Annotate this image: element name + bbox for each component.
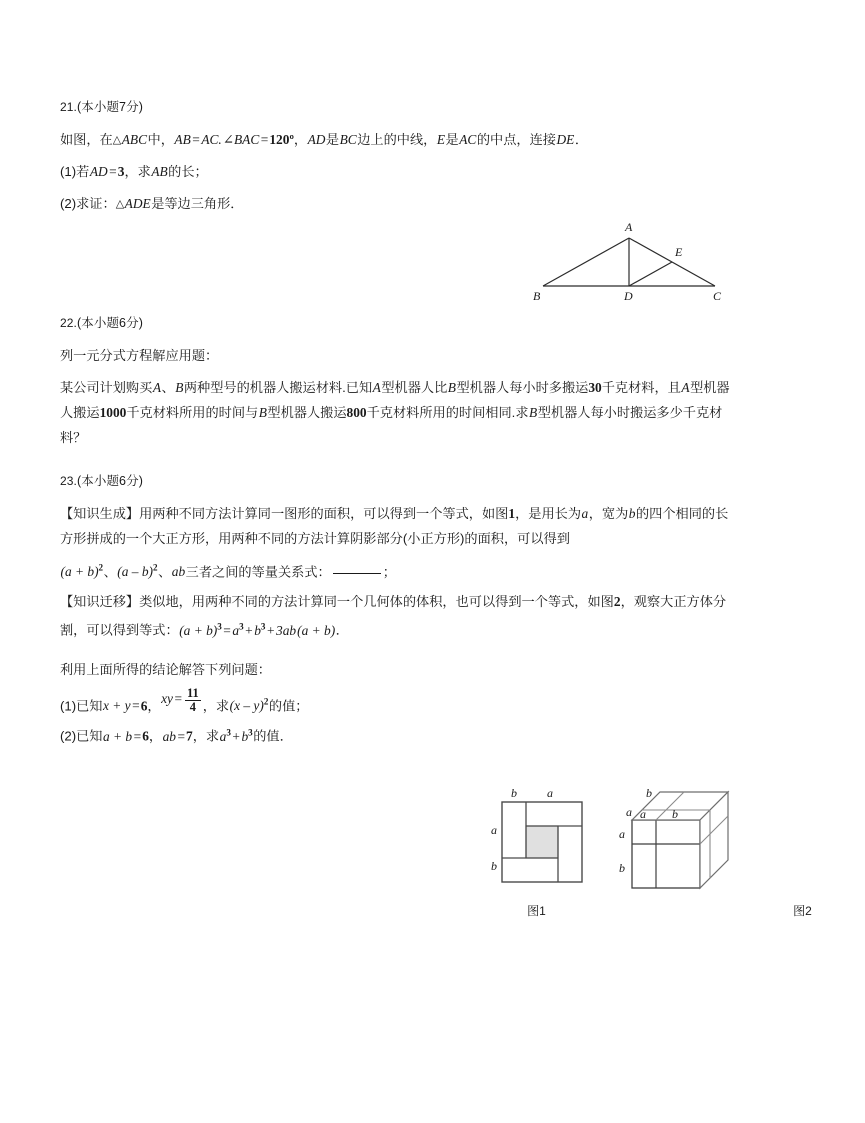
q21-angle-bac: ∠BAC	[222, 132, 260, 147]
q21-text-8: ．	[574, 132, 589, 147]
q23-s1-comma2: ，求	[202, 698, 230, 714]
q23-s1-end: 的值；	[268, 698, 309, 714]
question-23-knowledge-generation	[60, 501, 740, 551]
q23-tag-1: 【知识生成】	[60, 506, 140, 521]
q23-s1-expr-sup: 2	[263, 696, 269, 707]
q22-t4: 型机器人比	[381, 380, 448, 395]
q23-s2-pre: (2)已知	[60, 728, 103, 744]
segment-ba	[543, 238, 629, 286]
q22-b-2: B	[447, 380, 456, 395]
cube-dissection-diagram	[612, 782, 812, 922]
q22-t6: 千克材料，且	[601, 380, 681, 395]
q23-fig-ref-2: 2	[613, 594, 621, 610]
q23-formula-tail: (a + b)	[297, 622, 336, 638]
q22-value-1000: 1000	[99, 405, 127, 420]
triangle-abc-diagram	[529, 218, 729, 308]
label-left-b: b	[491, 859, 497, 873]
q23-s1-expr-text: (x – y)	[229, 698, 264, 714]
question-23-header	[60, 470, 740, 492]
question-23-figures	[484, 782, 812, 922]
q22-t7: 型机器人搬运	[60, 380, 730, 420]
q21-text-5: 边上的中线，	[357, 132, 437, 147]
q22-t9: 型机器人搬运	[267, 405, 347, 420]
q23-s2-plus: +	[232, 728, 240, 744]
q23-s2-eq: =	[133, 728, 142, 744]
question-22-points: (本小题6分)	[76, 316, 143, 330]
q21-sub1-ad: AD	[89, 164, 108, 179]
question-23-points: (本小题6分)	[76, 474, 143, 488]
q23-formula-lhs	[179, 623, 223, 638]
fraction-numerator: 11	[187, 686, 199, 701]
q22-intro-text: 列一元分式方程解应用题：	[60, 348, 219, 363]
q23-s2-value-7: 7	[186, 728, 193, 744]
answer-blank[interactable]	[333, 573, 381, 574]
q22-t8: 千克材料所用的时间与	[126, 405, 259, 420]
q23-rel-a	[60, 564, 104, 579]
q23-tag-2: 【知识迁移】	[60, 594, 140, 610]
q23-formula-a3-sup: 3	[239, 621, 244, 632]
q23-k2-t2: ，观察大正方体分割，可以得到等式：	[60, 594, 727, 638]
q22-t1: 某公司计划购买	[60, 380, 153, 395]
shaded-small-square	[526, 826, 558, 858]
q23-rel-b-sup: 2	[153, 563, 158, 573]
question-21-statement	[60, 127, 740, 152]
q23-s2-b3	[241, 729, 253, 744]
q23-s1-eq: =	[132, 698, 140, 714]
q23-formula-b3	[254, 623, 266, 638]
q21-text-6: 是	[445, 132, 459, 147]
question-23-use-line	[60, 657, 740, 682]
question-21-sub-1	[60, 159, 740, 184]
q23-s2-value-6: 6	[142, 728, 149, 744]
triangle-symbol-icon: △	[112, 133, 122, 146]
vertex-label-c: C	[713, 289, 722, 303]
q23-s1-expr	[229, 698, 269, 713]
q23-s1-comma: ，	[147, 698, 161, 714]
q23-s1-pre: (1)已知	[60, 698, 103, 714]
q23-rel-ab: ab	[171, 564, 186, 580]
cube-label-front-b: b	[619, 861, 625, 875]
question-23-knowledge-transfer	[60, 589, 740, 642]
q21-sub1-mid: ，求	[124, 164, 151, 179]
q23-s2-end: 的值．	[253, 728, 293, 744]
q22-t5: 型机器人每小时多搬运	[456, 380, 589, 395]
q22-b-4: B	[529, 405, 538, 420]
q23-s2-b3-text: b	[241, 728, 249, 744]
question-22-header	[60, 312, 740, 334]
q23-s2-a3	[219, 729, 231, 744]
question-22-body	[60, 375, 740, 450]
q21-sub2-end: 是等边三角形．	[151, 196, 244, 211]
cube-label-front-a: a	[619, 827, 625, 841]
cube-label-left-a: a	[626, 805, 632, 819]
q21-bc: BC	[339, 132, 357, 147]
degree-icon: º	[289, 132, 294, 147]
triangle-svg	[529, 218, 729, 308]
q23-formula-period: ．	[335, 622, 349, 638]
q23-rel-b	[117, 564, 158, 579]
vertex-label-d: D	[624, 289, 633, 303]
q23-formula-plus-2: +	[266, 622, 275, 638]
q23-formula-a3	[232, 623, 244, 638]
q23-rel-sep-1: 、	[103, 564, 117, 580]
q21-e-point: E	[436, 132, 446, 147]
question-22-intro	[60, 343, 740, 368]
q21-sub2-ade: ADE	[124, 196, 151, 211]
q21-sub1-end: 的长；	[168, 164, 208, 179]
vertex-label-b: B	[533, 289, 541, 303]
q23-s2-a3-sup: 3	[226, 727, 231, 738]
vertex-label-a: A	[625, 220, 633, 234]
q23-k2-t1: 类似地，用两种不同的方法计算同一个几何体的体积，也可以得到一个等式，如图	[139, 594, 614, 610]
question-22-number: 22.	[60, 316, 77, 330]
q23-k1-t4: 的四个相同的长方形拼成的一个大正方形，用两种不同的方法计算阴影部分(小正方形)的面积，可以得到	[60, 506, 729, 546]
figure-2-caption: 图2	[793, 904, 812, 918]
q22-a-2: A	[372, 380, 381, 395]
q23-formula-lhs-sup: 3	[217, 621, 222, 632]
cube-label-top-a: a	[640, 807, 646, 821]
q22-t11: 型机器人每小时搬运多少千克材料？	[60, 405, 723, 445]
question-21-number: 21.	[60, 100, 77, 114]
q21-de: DE	[556, 132, 575, 147]
q23-rel-sep-2: 、	[158, 564, 172, 580]
square-pinwheel-svg	[484, 782, 594, 900]
cube-label-top-b: b	[646, 786, 652, 800]
q21-eq-2: =	[260, 132, 269, 147]
question-23-relation-line	[60, 555, 740, 585]
q23-var-b: b	[628, 506, 636, 521]
q23-formula-plus-1: +	[245, 622, 253, 638]
q23-formula-lhs-text: (a + b)	[179, 622, 218, 638]
q23-var-a: a	[581, 506, 589, 521]
q22-value-800: 800	[346, 405, 367, 420]
fraction-denominator: 4	[185, 700, 201, 714]
q21-ac-2: AC	[459, 132, 477, 147]
question-23-sub-1	[60, 686, 740, 721]
q23-rel-b-text: (a – b)	[117, 564, 153, 580]
segment-de	[629, 262, 672, 286]
q21-text-4: 是	[325, 132, 340, 147]
q23-k1-t3: ，宽为	[588, 506, 629, 521]
question-23-sub-2	[60, 720, 740, 748]
q23-s1-prod: xy	[161, 691, 173, 707]
q23-rel-semicolon: ；	[382, 564, 396, 580]
label-left-a: a	[491, 823, 497, 837]
q23-rel-a-sup: 2	[98, 563, 104, 573]
q22-t10: 千克材料所用的时间相同.求	[366, 405, 529, 420]
q23-s2-b3-sup: 3	[248, 727, 253, 738]
q23-formula-b3-text: b	[254, 622, 261, 638]
q23-k1-t1: 用两种不同方法计算同一图形的面积，可以得到一个等式，如图	[139, 506, 509, 521]
q23-s2-comma2: ，求	[192, 728, 220, 744]
q23-s1-value-6: 6	[140, 698, 148, 714]
figure-1-caption: 图1	[527, 904, 546, 918]
q21-text-1: 如图，在	[60, 132, 113, 147]
q23-rel-a-text: (a + b)	[60, 564, 99, 580]
vertex-label-e: E	[675, 245, 683, 259]
label-top-a: a	[547, 786, 553, 800]
q21-eq-1: =	[192, 132, 200, 147]
q21-sub1-eq: =	[109, 164, 117, 179]
q23-s2-prod: ab	[162, 728, 176, 744]
q21-text-2: 中，	[147, 132, 174, 147]
q23-formula-3ab: 3ab	[276, 622, 297, 638]
q23-formula-eq: =	[223, 622, 231, 638]
q23-s2-a3-text: a	[219, 728, 227, 744]
question-23-number: 23.	[60, 474, 77, 488]
q23-use-line-text: 利用上面所得的结论解答下列问题：	[60, 661, 271, 677]
q22-t2: 、	[161, 380, 175, 395]
square-pinwheel-diagram	[484, 782, 594, 922]
triangle-symbol-icon-2: △	[115, 197, 125, 210]
q22-value-30: 30	[588, 380, 602, 395]
q23-s1-xy: x + y	[103, 698, 131, 714]
q23-s2-ab: a + b	[103, 728, 133, 744]
q23-fig-ref-1: 1	[508, 506, 516, 521]
q22-b-3: B	[258, 405, 267, 420]
q21-sub2-pre: (2)求证：	[60, 196, 116, 211]
q21-sub1-value: 3	[117, 164, 125, 179]
question-21-sub-2	[60, 191, 740, 216]
question-21-points: (本小题7分)	[76, 100, 143, 114]
fraction-11-over-4	[185, 687, 201, 714]
q23-s2-comma: ，	[148, 728, 163, 744]
q21-120: 120	[269, 132, 290, 147]
q23-formula-b3-sup: 3	[260, 621, 266, 632]
document-content	[60, 96, 740, 753]
q21-sub1-pre: (1)若	[60, 164, 90, 179]
cube-label-top-a2: b	[672, 807, 678, 821]
q22-a-1: A	[152, 380, 161, 395]
q21-ac: AC.	[201, 132, 222, 147]
q23-s2-prod-eq: =	[177, 728, 186, 744]
q22-a-3: A	[681, 380, 690, 395]
q23-formula-a3-text: a	[232, 622, 240, 638]
q23-s1-prod-eq: =	[174, 691, 183, 707]
q21-text-7: 的中点，连接	[476, 132, 556, 147]
q23-k1-t2: ，是用长为	[515, 506, 582, 521]
q22-t3: 两种型号的机器人搬运材料.已知	[183, 380, 373, 395]
cube-front-face	[632, 820, 700, 888]
q21-abc: ABC	[121, 132, 148, 147]
q21-ad: AD	[307, 132, 326, 147]
q21-ab: AB	[174, 132, 191, 147]
label-top-b: b	[511, 786, 517, 800]
cube-svg	[612, 782, 744, 900]
q21-sub1-ab: AB	[151, 164, 168, 179]
q22-b-1: B	[175, 380, 184, 395]
q23-rel-tail: 三者之间的等量关系式：	[185, 564, 331, 580]
question-21-header	[60, 96, 740, 118]
q21-text-3: ，	[293, 132, 308, 147]
